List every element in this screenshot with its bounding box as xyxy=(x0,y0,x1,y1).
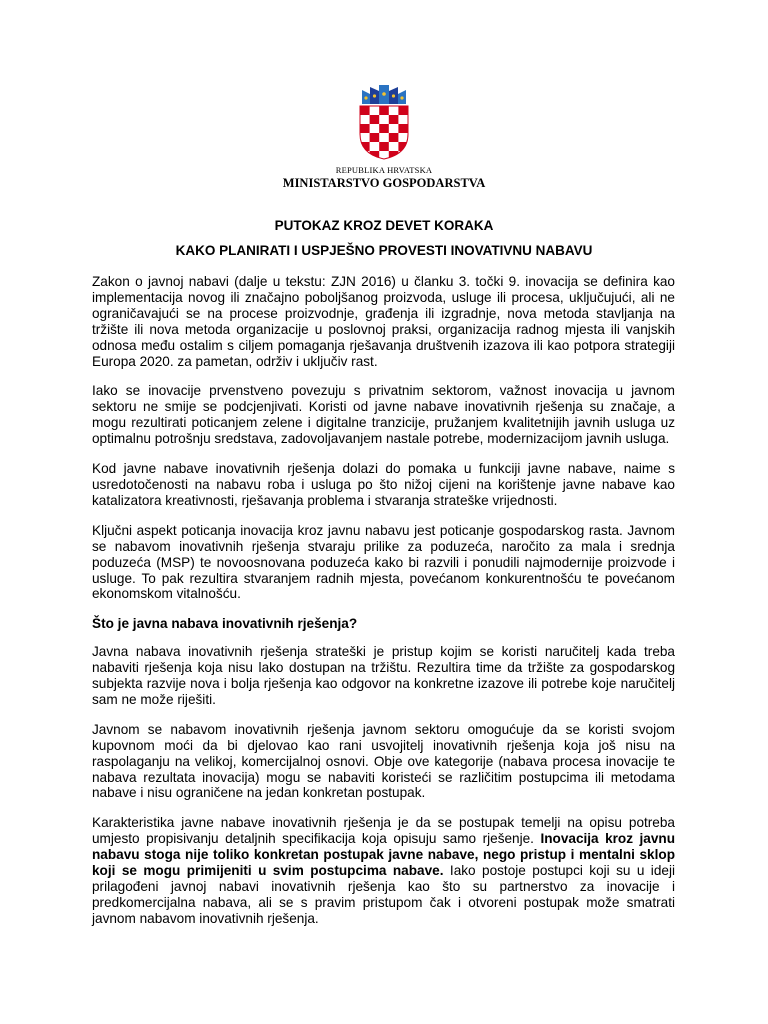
paragraph-4: Ključni aspekt poticanja inovacija kroz javnu nabavu jest poticanje gospodarskog rasta. Javnom se nabavom inovativnih rješenja stvaraju prilike za poduzeća, naročito za mala i srednja poduzeća (MSP) te novoosnovana poduzeća kako bi razvili i ponudili najmodernije proizvode i usluge. To pak rezultira stvaranjem radnih mjesta, povećanom konkurentnošću te povećanom ekonomskom vitalnošću. xyxy=(92,522,675,602)
document-body xyxy=(92,274,675,941)
section-heading: Što je javna nabava inovativnih rješenja? xyxy=(92,616,358,632)
document-title: PUTOKAZ KROZ DEVET KORAKA xyxy=(274,218,494,233)
croatian-coat-of-arms-icon xyxy=(358,84,410,160)
paragraph-1: Zakon o javnoj nabavi (dalje u tekstu: ZJN 2016) u članku 3. točki 9. inovacija se definira kao implementacija novog ili značajno poboljšanog proizvoda, usluge ili procesa, uključujući, ali ne ograničavajući se na procese proizvodnje, građenja ili izgradnje, nova metoda stavljanja na tržište ili nova metoda organizacije u poslovnoj praksi, organizacija radnog mjesta ili vanjskih odnosa među ostalim s ciljem pomaganja rješavanja društvenih izazova ili kao potpora strategiji Europa 2020. za pametan, održiv i uključiv rast. xyxy=(92,274,675,369)
crown-icon xyxy=(362,85,406,104)
paragraph-6: Javnom se nabavom inovativnih rješenja javnom sektoru omogućuje da se koristi svojom kupovnom moći da bi djelovao kao rani usvojitelj inovativnih rješenja koja još nisu na raspolaganju na velikoj, komercijalnoj osnovi. Obje ove kategorije (nabava procesa inovacije te nabava rezultata inovacija) mogu se nabaviti koristeći se različitim postupcima ili metodama nabave i nisu ograničene na jedan konkretan postupak. xyxy=(92,721,675,801)
ministry-name: MINISTARSTVO GOSPODARSTVA xyxy=(282,176,486,190)
paragraph-3: Kod javne nabave inovativnih rješenja dolazi do pomaka u funkciji javne nabave, naime s usredotočenosti na nabavu roba i usluga po što nižoj cijeni na korištenje javne nabave kao katalizatora kreativnosti, rješavanja problema i stvaranja strateške vrijednosti. xyxy=(92,461,675,508)
paragraph-5: Javna nabava inovativnih rješenja strateški je pristup kojim se koristi naručitelj kada treba nabaviti rješenja koja nisu lako dostupan na tržištu. Rezultira time da tržište za gospodarskog subjekta razvije nova i bolja rješenja kao odgovor na konkretne izazove ili potrebe koje naručitelj sam ne može riješiti. xyxy=(92,644,675,707)
paragraph-7-text-a: Karakteristika javne nabave inovativnih rješenja je da se postupak temelji na opisu potreba umjesto propisivanju detaljnih specifikacija koja opisuju samo rješenje. xyxy=(92,815,675,847)
document-subtitle: KAKO PLANIRATI I USPJEŠNO PROVESTI INOVATIVNU NABAVU xyxy=(175,243,593,258)
paragraph-7 xyxy=(92,815,675,926)
paragraph-7-emphasis: Inovacija kroz javnu nabavu stoga nije toliko konkretan postupak javne nabave, nego pristup i mentalni sklop koji se mogu primijeniti u svim postupcima nabave. xyxy=(92,831,676,879)
paragraph-2: Iako se inovacije prvenstveno povezuju s privatnim sektorom, važnost inovacija u javnom sektoru ne smije se podcjenjivati. Koristi od javne nabave inovativnih rješenja su značaje, a mogu rezultirati poticanjem zelene i digitalne tranzicije, pružanjem kvalitetnijih javnih usluga uz optimalnu potrošnju sredstava, zadovoljavanjem nastale potrebe, modernizacijom javnih usluga. xyxy=(92,383,675,447)
paragraph-7-text-b: Iako postoje postupci koji su u ideji prilagođeni javnoj nabavi inovativnih rješenja kao što su partnerstvo za inovacije i predkomercijalna nabava, ali se s pravim pristupom čak i otvoreni postupak može smatrati javnom nabavom inovativnih rješenja. xyxy=(92,863,675,926)
republic-label: REPUBLIKA HRVATSKA xyxy=(335,165,433,175)
